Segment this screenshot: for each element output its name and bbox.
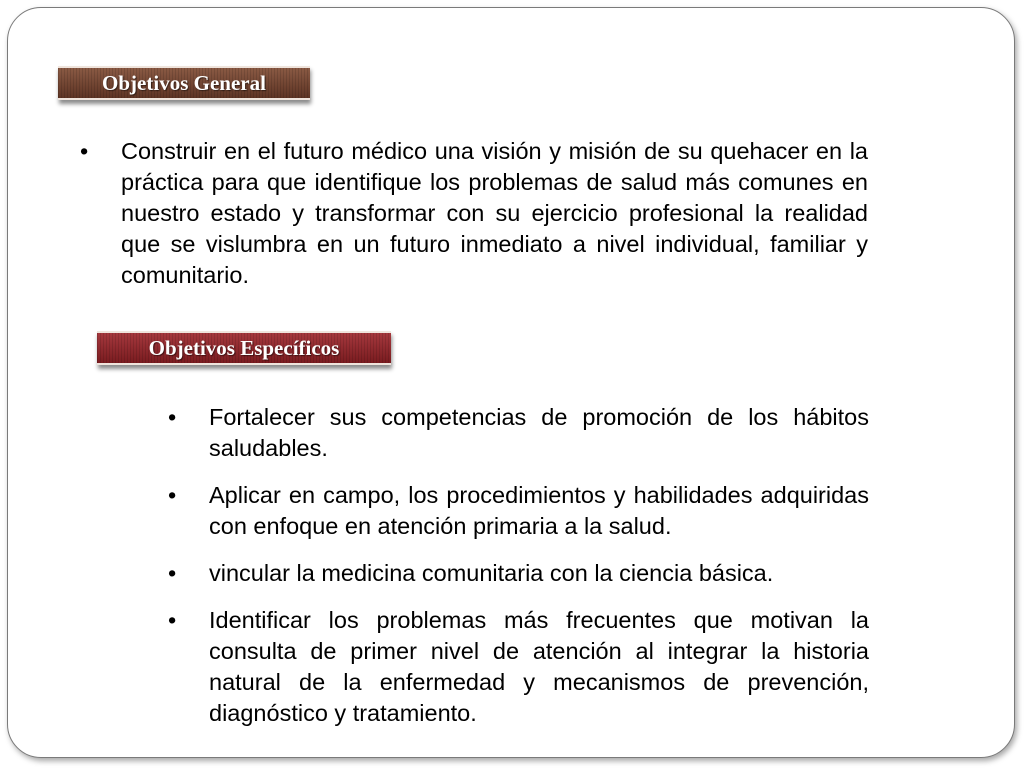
bullet: • bbox=[80, 138, 89, 164]
bullet: • bbox=[168, 607, 177, 633]
section-heading-specific-objectives: Objetivos Específicos bbox=[97, 331, 391, 365]
list-item-text: Identificar los problemas más frecuentes que motivan la consulta de primer nivel de atención al integrar la historia natural de la enfermedad y mecanismos de prevención, diagnóstico y tratamiento. bbox=[209, 607, 869, 726]
section-heading-general-objectives: Objetivos General bbox=[58, 66, 310, 100]
list-item bbox=[168, 558, 869, 589]
slide-frame bbox=[7, 7, 1015, 758]
general-objectives-list bbox=[80, 136, 868, 291]
specific-objectives-list bbox=[168, 402, 869, 745]
bullet: • bbox=[168, 404, 177, 430]
list-item-text: Construir en el futuro médico una visión y misión de su quehacer en la práctica para que identifique los problemas de salud más comunes en nuestro estado y transformar con su ejercicio profesional la realidad que se vislumbra en un futuro inmediato a nivel individual, familiar y comunitario. bbox=[121, 138, 868, 288]
list-item-text: vincular la medicina comunitaria con la ciencia básica. bbox=[209, 560, 774, 586]
list-item bbox=[80, 136, 868, 291]
list-item bbox=[168, 480, 869, 542]
list-item-text: Aplicar en campo, los procedimientos y habilidades adquiridas con enfoque en atención primaria a la salud. bbox=[209, 482, 869, 539]
list-item bbox=[168, 605, 869, 729]
bullet: • bbox=[168, 482, 177, 508]
list-item bbox=[168, 402, 869, 464]
bullet: • bbox=[168, 560, 177, 586]
list-item-text: Fortalecer sus competencias de promoción de los hábitos saludables. bbox=[209, 404, 869, 461]
